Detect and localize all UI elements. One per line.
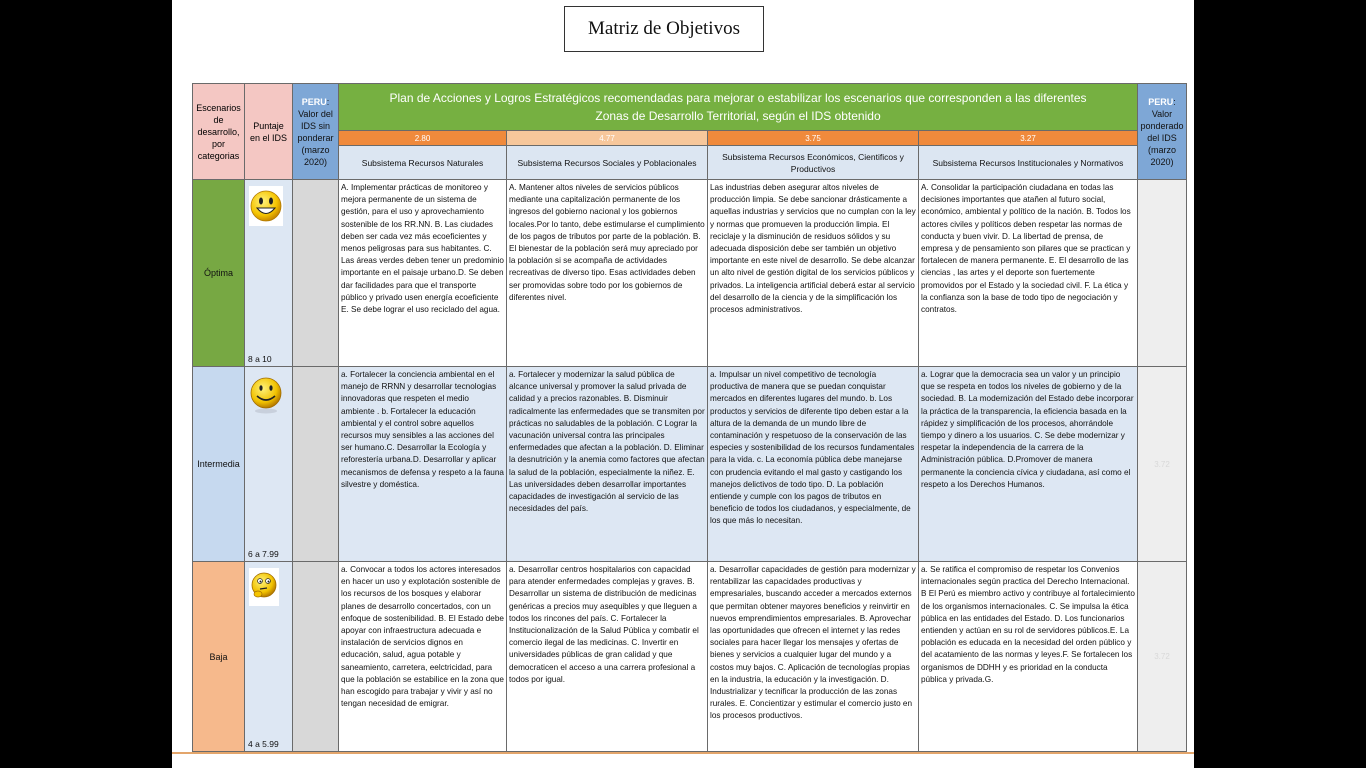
header-ids-unweighted-text: : Valor del IDS sin ponderar (marzo 2020) [297,96,334,167]
subsystem-label: Subsistema Recursos Sociales y Poblacionales [507,146,708,180]
action-cell: a. Se ratifica el compromiso de respetar los Convenios internacionales según practica del Derecho Internacional. B El Perú es miembro activo y contribuye al fortalecimiento de los organismos internacionales. C. Se impulsa la ética pública en las entidades del Estado. D. Los funcionarios entienden y actúan en su rol de servidores públicos.E. La población es educada en la necesidad del orden público y del acatamiento de las normas y leyes.F. Se fortalecen los organismos de DDHH y es prioridad en la conducta pública y privada.G. [919,562,1138,752]
peru-label: PERU [1148,96,1174,107]
subsystem-label: Subsistema Recursos Naturales [339,146,507,180]
score-range: 4 a 5.99 [248,739,279,749]
action-cell: a. Fortalecer y modernizar la salud pública de alcance universal y promover la salud privada de calidad y a precios razonables. B. Disminuir radicalmente las enfermedades que se transmiten por prácticas no saludables de la población. C Lograr la vacunación universal contra las principales enfermedades que afectan a la población. D. Eliminar la desnutrición y la anemia como factores que afectan la salud de la población, especialmente la niñez. E. Las universidades deben desarrollar importantes capacidades de investigación al servicio de las necesidades del país. [507,367,708,562]
score-range: 8 a 10 [248,354,272,364]
slide [172,0,1194,768]
score-range: 6 a 7.99 [248,549,279,559]
bottom-rule [172,752,1194,754]
scenario-label: Baja [193,562,245,752]
action-cell: a. Convocar a todos los actores interesados en hacer un uso y explotación sostenible de los recursos de los bosques y elaborar planes de desarrollo concertados, con un enfoque de sostenibilidad. B. El Estado debe apoyar con infraestructura adecuada e instalación de servicios dignos en educación, salud, agua potable y saneamiento, carretera, eelctricidad, para que la población se estabilice en la zona que han escogido para trabajar y vivir y así no tengan necesidad de emigrar. [339,562,507,752]
plan-title [339,84,1138,131]
ids-unweighted-cell [293,562,339,752]
subsystem-score: 3.27 [919,131,1138,146]
header-ids-unweighted [293,84,339,180]
header-scenarios: Escenarios de desarrollo, por categorias [193,84,245,180]
smile-face-icon [249,373,283,415]
score-cell [245,562,293,752]
subsystem-label: Subsistema Recursos Económicos, Cientificos y Productivos [708,146,919,180]
action-cell: A. Consolidar la participación ciudadana en todas las decisiones importantes que atañen al futuro social, económico, ambiental y político de la nación. B. Todos los actores civiles y políticos deben respetar las normas de conducta y buen vivir. D. La libertad de prensa, de empresa y de pensamiento son pilares que se practican y fortalecen de manera permanente. E. El desarrollo de las ciencias , las artes y el deporte son fuertemente promovidos por el Estado y la sociedad civil. F. La ética y la confianza son la base de todo tipo de negociación y contratos. [919,180,1138,367]
action-cell: a. Desarrollar capacidades de gestión para modernizar y rentabilizar las capacidades productivas y empresariales, buscando acceder a mercados externos que permitan obtener mayores beneficios y reinvirtir en nuevos emprendimientos empresariales. B. Aprovechar las oportunidades que ofrecen el internet y las redes sociales para hacer llegar los mensajes y ofertas de bienes y servicios a cualquier lugar del mundo y a costos muy bajos. C. Aplicación de tecnologías propias en la industria, la educación y la investigación. D. Industrializar y tecnificar la producción de las zonas rurales. E. Concientizar y estimular el comercio justo en los procesos productivos. [708,562,919,752]
subsystem-score: 3.75 [708,131,919,146]
grin-face-icon [249,186,283,226]
action-cell: a. Fortalecer la conciencia ambiental en el manejo de RRNN y desarrollar tecnologias innovadoras que respeten el medio ambiente . b. Fortalecer la educación ambiental y el control sobre aquellos recursos muy sensibles a las acciones del ser humano.C. Desarrollar la Ecología y reforestería urbana.D. Desarrollar y aplicar mecanismos de defensa y respeto a la fauna silvestre y doméstica. [339,367,507,562]
score-cell [245,180,293,367]
action-cell: A. Mantener altos niveles de servicios públicos mediante una capitalización permanente de los ingresos del gobierno nacional y los gobiernos locales.Por lo tanto, debe estimularse el cumplimiento de los pagos de tributos por parte de la población. B. El bienestar de la población será muy apreciado por la población si se acompaña de actividades recreativas de diverso tipo. Esas actividades deben ser promovidas sobre todo por los gobiernos de diferentes nivel. [507,180,708,367]
ids-weighted-cell: 3.72 [1138,367,1187,562]
score-cell [245,367,293,562]
ids-unweighted-cell [293,180,339,367]
subsystem-score: 2.80 [339,131,507,146]
action-cell: Las industrias deben asegurar altos niveles de producción limpia. Se debe sancionar drásticamente a aquellas industrias y servicios que no cumplan con la ley y normas que promueven la producción limpia. El reciclaje y la disminución de residuos sólidos y su adecuada disposición debe ser también un objetivo importante en este nivel de desarrollo. Se debe alcanzar un alto nivel de gestión digital de los servicios públicos y privados. La inteligencia artificial deberá estar al servicio del desarrollo de la ciencia y de la simplificación los procesos administrativos. [708,180,919,367]
ids-weighted-cell [1138,180,1187,367]
action-cell: a. Desarrollar centros hospitalarios con capacidad para atender enfermedades complejas y graves. B. Desarrollar un sistema de distribución de medicinas genéricas a precios muy asequibles y que lleguen a todos los rincones del país. C. Fortalecer la Institucionalización de la Salud Pública y combatir el comercio ilegal de las medicinas. C. Invertir en universidades públicas de gran calidad y que democraticen el acceso a una carrera profesional a todos por igual. [507,562,708,752]
peru-label: PERU [301,96,327,107]
plan-title-line2: Zonas de Desarrollo Territorial, según el IDS obtenido [595,109,881,123]
action-cell: A. Implementar prácticas de monitoreo y mejora permanente de un sistema de gestión, para el uso y aprovechamiento sostenible de los RR.NN. B. Las ciudades deben ser cada vez más ecoeficientes y menos peligrosas para sus habitantes. C. Las áreas verdes deben tener un predominio importante en el paisaje urbano.D. Se deben dar facilidades para que el transporte público y privado usen energía ecoeficiente E. Se debe lograr el uso reciclado del agua. [339,180,507,367]
plan-title-line1: Plan de Acciones y Logros Estratégicos recomendadas para mejorar o estabilizar los escenarios que corresponden a las diferentes [389,91,1087,105]
action-cell: a. Impulsar un nivel competitivo de tecnología productiva de manera que se puedan conquistar mercados en diferentes lugares del mundo. b. Los productos y servicios de diferente tipo deben estar a la altura de la demanda de un mundo libre de contaminación y respetuoso de la conservación de las especies y sostenibilidad de los recursos fundamentales para la vida. c. La economía pública debe manejarse con prudencia evitando el mal gasto y castigando los manejos delictivos de todo tipo. D. La población entiende y cumple con los pagos de tributos en beneficio de todos los ciudadanos, y especialmente, de los que más lo necesitan. [708,367,919,562]
subsystem-score: 4.77 [507,131,708,146]
header-score: Puntaje en el IDS [245,84,293,180]
ids-weighted-cell: 3.72 [1138,562,1187,752]
ids-unweighted-cell [293,367,339,562]
subsystem-label: Subsistema Recursos Institucionales y Normativos [919,146,1138,180]
header-ids-weighted [1138,84,1187,180]
header-ids-weighted-text: : Valor ponderado del IDS (marzo 2020) [1140,96,1184,167]
thinking-face-icon [249,568,279,606]
slide-title: Matriz de Objetivos [564,6,764,52]
objectives-matrix [192,83,1187,752]
scenario-label: Óptima [193,180,245,367]
scenario-label: Intermedia [193,367,245,562]
action-cell: a. Lograr que la democracia sea un valor y un principio que se respeta en todos los niveles de gobierno y de la sociedad. B. La modernización del Estado debe incorporar la práctica de la transparencia, la eficiencia basada en la rápidez y simplificación de los procesos, ahorrándole tiempo y dinero a los usuarios. C. Se debe modernizar y respetar la independencia de la carrera de la Administración pública. D.Promover de manera permanente la conciencia cívica y ciudadana, así como el respeto a los Derechos Humanos. [919,367,1138,562]
